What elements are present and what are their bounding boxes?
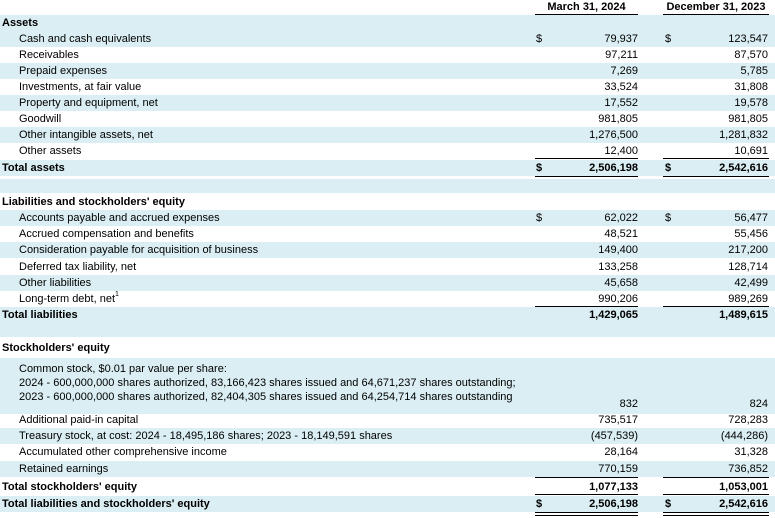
value-2024: 12,400 [604,145,638,157]
value-2023: 5,785 [740,65,768,77]
table-row [0,95,775,111]
total-label: Total stockholders' equity [2,481,138,493]
value-2024: 770,159 [598,463,638,475]
table-row [0,461,775,477]
value-2024: 1,077,133 [589,481,638,493]
column-header-march-2024: March 31, 2024 [535,0,638,15]
value-2023: 19,578 [734,97,768,109]
value-2023: 989,269 [728,293,768,305]
row-label: Prepaid expenses [19,65,108,77]
assets-heading-row [0,15,775,31]
value-2023: 736,852 [728,463,768,475]
value-2024: 45,658 [604,277,638,289]
value-2023: 31,808 [734,81,768,93]
table-row [0,79,775,95]
row-label: Other liabilities [19,277,92,289]
value-2023: 123,547 [728,33,768,45]
table-row [0,143,775,159]
value-2023: 31,328 [734,446,768,458]
row-label: Receivables [19,49,79,61]
value-2023: 1,053,001 [719,481,768,493]
total-label: Total liabilities and stockholders' equity [2,498,210,510]
section-heading: Stockholders' equity [2,342,110,354]
table-row [0,111,775,127]
currency-symbol: $ [536,212,543,224]
subtotal-rule [535,158,638,159]
footnote-marker: 1 [115,291,119,298]
total-row [0,307,775,323]
total-double-rule [535,512,638,516]
subtotal-rule [535,477,638,478]
row-label-text: Long-term debt, net [19,293,116,305]
common-stock-line: Common stock, $0.01 par value per share: [19,363,227,375]
value-2024: 735,517 [598,414,638,426]
currency-symbol: $ [665,33,672,45]
value-2024: 97,211 [605,49,638,61]
subtotal-rule [535,494,638,495]
total-label: Total liabilities [2,309,78,321]
table-row [0,210,775,226]
section-heading: Assets [2,17,39,29]
section-heading: Liabilities and stockholders' equity [2,196,185,208]
value-2023: 56,477 [734,212,768,224]
value-2023: 2,542,616 [719,498,768,510]
value-2024: 2,506,198 [589,162,638,174]
row-label: Additional paid-in capital [19,414,139,426]
value-2024: 79,937 [604,33,638,45]
value-2023: 217,200 [728,244,768,256]
currency-symbol: $ [536,33,543,45]
value-2024: 149,400 [598,244,638,256]
currency-symbol: $ [665,162,672,174]
value-2023: 10,691 [734,145,768,157]
row-label: Accumulated other comprehensive income [19,446,227,458]
table-row [0,259,775,275]
value-2024: 2,506,198 [589,498,638,510]
value-2023: 1,489,615 [719,309,768,321]
value-2024: (457,539) [590,430,638,442]
value-2024: 133,258 [598,261,638,273]
currency-symbol: $ [665,498,672,510]
table-row [0,47,775,63]
value-2024: 33,524 [604,81,638,93]
table-row [0,226,775,242]
common-stock-line: 2023 - 600,000,000 shares authorized, 82,404,305 shares issued and 64,254,714 shares outstanding [19,391,513,403]
subtotal-rule [663,477,769,478]
value-2024: 832 [619,398,638,410]
row-label [19,291,119,307]
value-2023: 981,805 [728,113,768,125]
table-row [0,444,775,460]
row-label: Investments, at fair value [19,81,142,93]
value-2023: 1,281,832 [719,129,768,141]
value-2024: 17,552 [604,97,638,109]
value-2023: 128,714 [728,261,768,273]
grand-total-row [0,496,775,512]
row-label: Other intangible assets, net [19,129,153,141]
equity-heading-row [0,340,775,356]
value-2024: 48,521 [604,228,638,240]
value-2023: (444,286) [720,430,768,442]
row-label: Treasury stock, at cost: 2024 - 18,495,186 shares; 2023 - 18,149,591 shares [19,430,393,442]
value-2023: 87,570 [734,49,768,61]
row-label: Accrued compensation and benefits [19,228,194,240]
liabilities-heading-row [0,194,775,210]
currency-symbol: $ [536,498,543,510]
table-row [0,242,775,258]
value-2024: 7,269 [610,65,638,77]
total-label: Total assets [2,162,65,174]
value-2023: 728,283 [728,414,768,426]
table-row [0,412,775,428]
total-row [0,479,775,495]
table-row [0,428,775,444]
value-2023: 2,542,616 [719,162,768,174]
table-row [0,275,775,291]
row-label: Other assets [19,145,82,157]
value-2024: 1,429,065 [589,309,638,321]
value-2024: 981,805 [598,113,638,125]
total-row [0,160,775,176]
row-label: Consideration payable for acquisition of business [19,244,259,256]
currency-symbol: $ [536,162,543,174]
row-label: Goodwill [19,113,62,125]
row-label: Cash and cash equivalents [19,33,152,45]
value-2023: 55,456 [734,228,768,240]
table-row [0,291,775,307]
column-header-december-2023: December 31, 2023 [663,0,769,15]
value-2023: 824 [749,398,768,410]
subtotal-rule [663,158,769,159]
value-2023: 42,499 [734,277,768,289]
value-2024: 990,206 [598,293,638,305]
value-2024: 28,164 [604,446,638,458]
value-2024: 62,022 [604,212,638,224]
common-stock-line: 2024 - 600,000,000 shares authorized, 83,166,423 shares issued and 64,671,237 shares outstanding; [19,377,516,389]
table-row [0,31,775,47]
spacer-band [0,323,775,337]
row-label: Retained earnings [19,463,109,475]
table-row [0,396,775,412]
total-double-rule [663,512,769,516]
value-2024: 1,276,500 [589,129,638,141]
row-label: Accounts payable and accrued expenses [19,212,220,224]
currency-symbol: $ [665,212,672,224]
table-row [0,63,775,79]
row-label: Deferred tax liability, net [19,261,137,273]
table-row [0,127,775,143]
subtotal-rule [663,494,769,495]
row-label: Property and equipment, net [19,97,158,109]
spacer-band [0,179,775,193]
